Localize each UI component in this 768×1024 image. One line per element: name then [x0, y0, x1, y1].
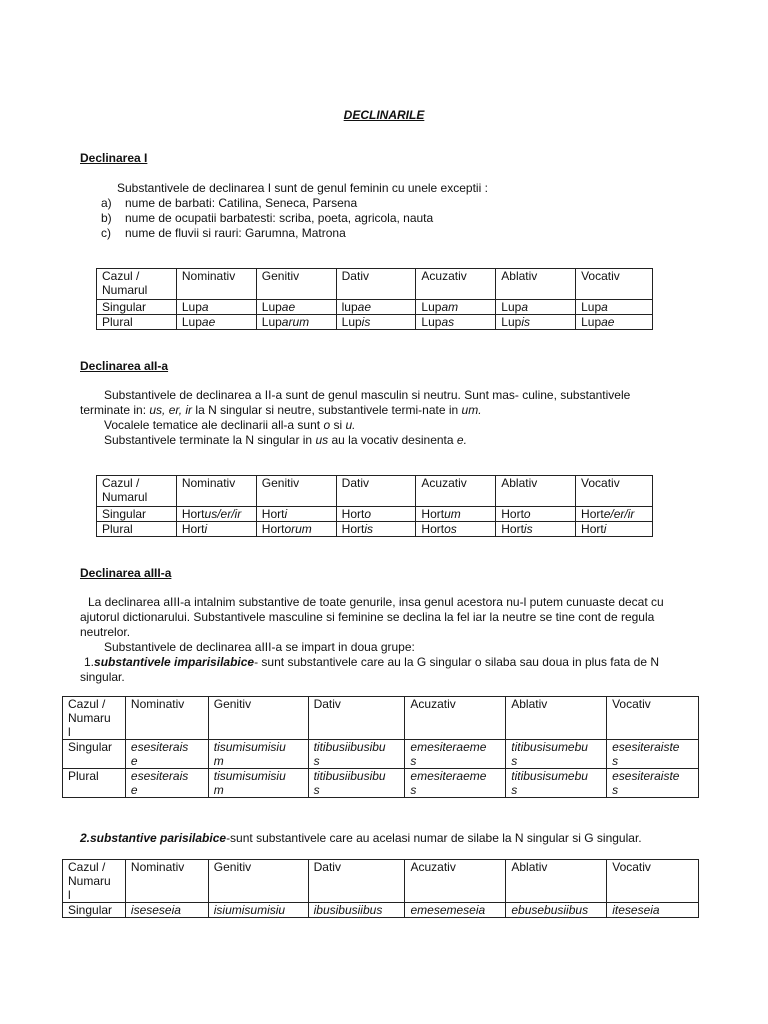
row-label-cell: Singular [63, 740, 126, 769]
table-cell: Horti [176, 522, 256, 537]
table-cell: tisumisumisiu m [208, 740, 308, 769]
row-label-cell: Singular [97, 507, 177, 522]
table-header-cell: Nominativ [125, 697, 208, 740]
table-cell: titibusiibusibu s [308, 740, 405, 769]
row-label-cell: Plural [97, 522, 177, 537]
table-header-cell: Genitiv [256, 269, 336, 300]
table-cell: Horto [336, 507, 416, 522]
table-header-row [97, 269, 653, 300]
table-row [63, 740, 699, 769]
table-cell: titibusiibusibu s [308, 769, 405, 798]
table-header-cell: Ablativ [496, 476, 576, 507]
table-cell: Lupa [496, 300, 576, 315]
table-header-cell: Nominativ [125, 860, 208, 903]
table-header-cell: Vocativ [576, 269, 653, 300]
table-cell: lupae [336, 300, 416, 315]
table-header-cell: Genitiv [208, 860, 308, 903]
table-row [97, 507, 653, 522]
table-cell: Lupae [576, 315, 653, 330]
table-cell: Luparum [256, 315, 336, 330]
section-heading-declinarea-2: Declinarea aII-a [80, 359, 169, 373]
table-cell: iteseseia [607, 903, 699, 918]
table-cell: titibusisumebu s [506, 769, 607, 798]
row-label-cell: Plural [63, 769, 126, 798]
table-header-cell: Nominativ [176, 269, 256, 300]
table-header-cell: Vocativ [607, 697, 699, 740]
row-label-cell: Singular [63, 903, 126, 918]
table-cell: Lupis [496, 315, 576, 330]
table-header-cell: Cazul / Numaru l [63, 860, 126, 903]
table-cell: esesiteraiste s [607, 769, 699, 798]
table-header-row [63, 697, 699, 740]
declension-1-table [96, 268, 653, 330]
table-header-cell: Dativ [308, 697, 405, 740]
table-header-cell: Genitiv [208, 697, 308, 740]
table-header-cell: Cazul / Numarul [97, 269, 177, 300]
table-cell: Lupis [336, 315, 416, 330]
table-cell: esesiterais e [125, 769, 208, 798]
row-label-cell: Plural [97, 315, 177, 330]
table-cell: Horto [496, 507, 576, 522]
table-cell: Horti [576, 522, 653, 537]
table-row [97, 315, 653, 330]
table-header-row [63, 860, 699, 903]
table-header-row [97, 476, 653, 507]
table-cell: Lupae [256, 300, 336, 315]
table-row [63, 903, 699, 918]
table-cell: Hortis [496, 522, 576, 537]
intro-text: Substantivele de declinarea I sunt de genul feminin cu unele exceptii : [117, 181, 488, 195]
declension-2-table [96, 475, 653, 537]
table-cell: tisumisumisiu m [208, 769, 308, 798]
section-3-paragraph: La declinarea aIII-a intalnim substantive de toate genurile, insa genul acestora nu-l putem cunuaste decat cu ajutorul dictionarului. Substantivele masculine si feminine se declina la fel iar la neutre se tine cont de regula neutrelor. Substantivele de declinarea aIII-a se impart in doua grupe: 1.substantivele imparisilabice- sunt substantivele care au la G singular o silaba sau doua in plus fata de N singular. [80, 595, 664, 684]
table-row [97, 522, 653, 537]
table-cell: Lupae [176, 315, 256, 330]
section-heading-declinarea-1: Declinarea I [80, 151, 148, 165]
table-cell: Lupam [416, 300, 496, 315]
table-header-cell: Acuzativ [405, 697, 506, 740]
section-heading-declinarea-3: Declinarea aIII-a [80, 566, 172, 580]
exceptions-list [101, 196, 433, 241]
table-header-cell: Ablativ [496, 269, 576, 300]
table-header-cell: Ablativ [506, 860, 607, 903]
page-title: DECLINARILE [343, 108, 425, 122]
table-header-cell: Vocativ [576, 476, 653, 507]
table-cell: ibusibusiibus [308, 903, 405, 918]
imparisilabice-table [62, 696, 699, 798]
table-cell: isiumisumisiu [208, 903, 308, 918]
table-cell: emesiteraeme s [405, 769, 506, 798]
table-cell: Lupa [576, 300, 653, 315]
table-header-cell: Cazul / Numaru l [63, 697, 126, 740]
table-cell: ebusebusiibus [506, 903, 607, 918]
table-row [97, 300, 653, 315]
row-label-cell: Singular [97, 300, 177, 315]
table-cell: Hortorum [256, 522, 336, 537]
section-2-paragraph: Substantivele de declinarea a II-a sunt de genul masculin si neutru. Sunt mas- culine, substantivele terminate in: us, er, ir la N singular si neutre, substantivele termi-nate in um. Vocalele tematice ale declinarii all-a sunt o si u. Substantivele terminate la N singular in us au la vocativ desinenta e. [80, 388, 631, 447]
table-header-cell: Cazul / Numarul [97, 476, 177, 507]
table-cell: Hortus/er/ir [176, 507, 256, 522]
table-header-cell: Genitiv [256, 476, 336, 507]
table-cell: Hortum [416, 507, 496, 522]
table-cell: esesiterais e [125, 740, 208, 769]
table-header-cell: Acuzativ [416, 476, 496, 507]
list-item: c) nume de fluvii si rauri: Garumna, Matrona [101, 226, 346, 240]
table-cell: esesiteraiste s [607, 740, 699, 769]
list-item: b) nume de ocupatii barbatesti: scriba, poeta, agricola, nauta [101, 211, 434, 225]
table-header-cell: Dativ [308, 860, 405, 903]
table-header-cell: Vocativ [607, 860, 699, 903]
table-cell: Hortis [336, 522, 416, 537]
table-cell: Hortos [416, 522, 496, 537]
table-cell: Horti [256, 507, 336, 522]
table-cell: Lupa [176, 300, 256, 315]
table-cell: iseseseia [125, 903, 208, 918]
table-header-cell: Acuzativ [405, 860, 506, 903]
table-header-cell: Nominativ [176, 476, 256, 507]
table-header-cell: Ablativ [506, 697, 607, 740]
parisilabice-table [62, 859, 699, 918]
table-cell: emesemeseia [405, 903, 506, 918]
table-cell: titibusisumebu s [506, 740, 607, 769]
table-header-cell: Dativ [336, 269, 416, 300]
list-item: a) nume de barbati: Catilina, Seneca, Parsena [101, 196, 358, 210]
table-row [63, 769, 699, 798]
table-header-cell: Acuzativ [416, 269, 496, 300]
table-cell: Horte/er/ir [576, 507, 653, 522]
table-header-cell: Dativ [336, 476, 416, 507]
table-cell: emesiteraeme s [405, 740, 506, 769]
table-cell: Lupas [416, 315, 496, 330]
parisilabice-heading: 2.substantive parisilabice-sunt substantivele care au acelasi numar de silabe la N singular si G singular. [80, 831, 642, 845]
